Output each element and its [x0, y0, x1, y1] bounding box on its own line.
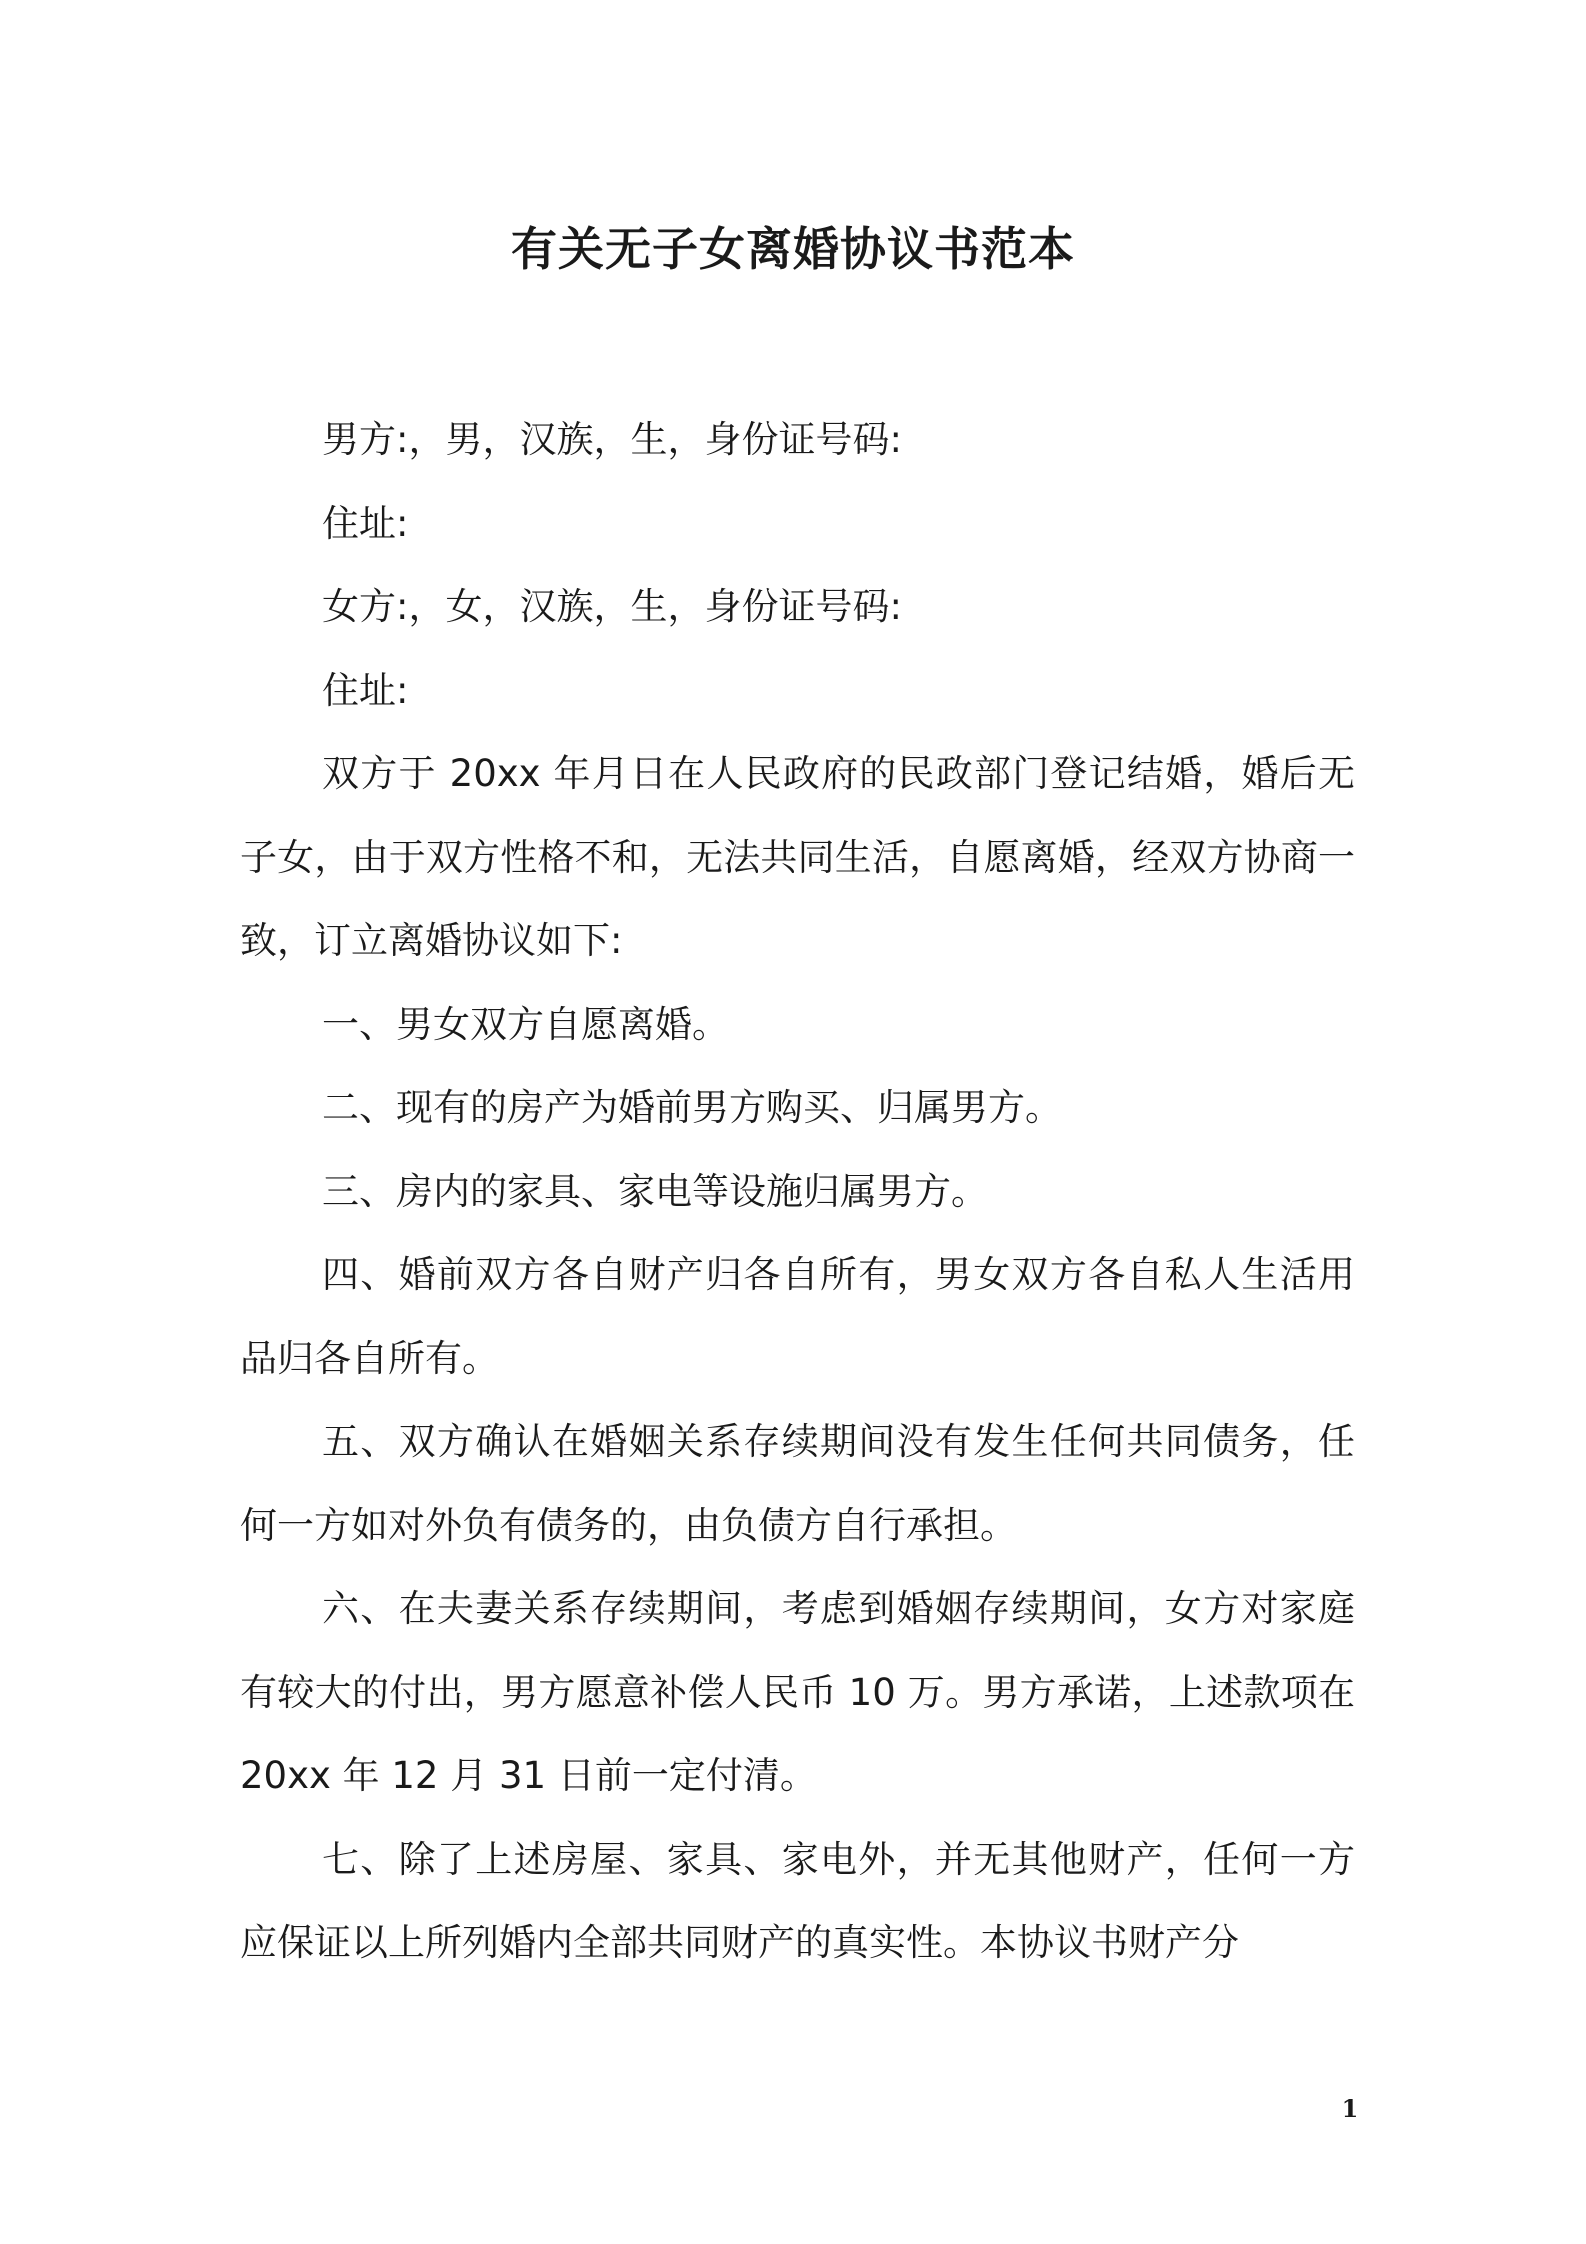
paragraph-clause-6: 六、在夫妻关系存续期间，考虑到婚姻存续期间，女方对家庭有较大的付出，男方愿意补偿人民币 10 万。男方承诺，上述款项在 20xx 年 12 月 31 日前一定付清。 [240, 1587, 1355, 1797]
document-title: 有关无子女离婚协议书范本 [511, 222, 1075, 276]
paragraph-clause-1: 一、男女双方自愿离婚。 [322, 1002, 729, 1046]
paragraph-male-address: 住址: [322, 501, 409, 545]
paragraph-preamble: 双方于 20xx 年月日在人民政府的民政部门登记结婚，婚后无子女，由于双方性格不和，无法共同生活，自愿离婚，经双方协商一致，订立离婚协议如下: [240, 752, 1355, 962]
paragraph-clause-3: 三、房内的家具、家电等设施归属男方。 [322, 1169, 988, 1213]
page-number: 1 [1341, 2094, 1359, 2123]
document-body [240, 398, 1355, 1985]
paragraph-female-party: 女方:，女，汉族，生，身份证号码: [322, 585, 902, 628]
paragraph-clause-2: 二、现有的房产为婚前男方购买、归属男方。 [322, 1086, 1062, 1129]
paragraph-male-party: 男方:，男，汉族，生，身份证号码: [322, 418, 902, 461]
paragraph-female-address: 住址: [322, 668, 409, 712]
paragraph-clause-4: 四、婚前双方各自财产归各自所有，男女双方各自私人生活用品归各自所有。 [240, 1253, 1355, 1380]
paragraph-clause-5: 五、双方确认在婚姻关系存续期间没有发生任何共同债务，任何一方如对外负有债务的，由负债方自行承担。 [240, 1420, 1355, 1547]
paragraph-clause-7: 七、除了上述房屋、家具、家电外，并无其他财产，任何一方应保证以上所列婚内全部共同财产的真实性。本协议书财产分 [240, 1837, 1355, 1964]
